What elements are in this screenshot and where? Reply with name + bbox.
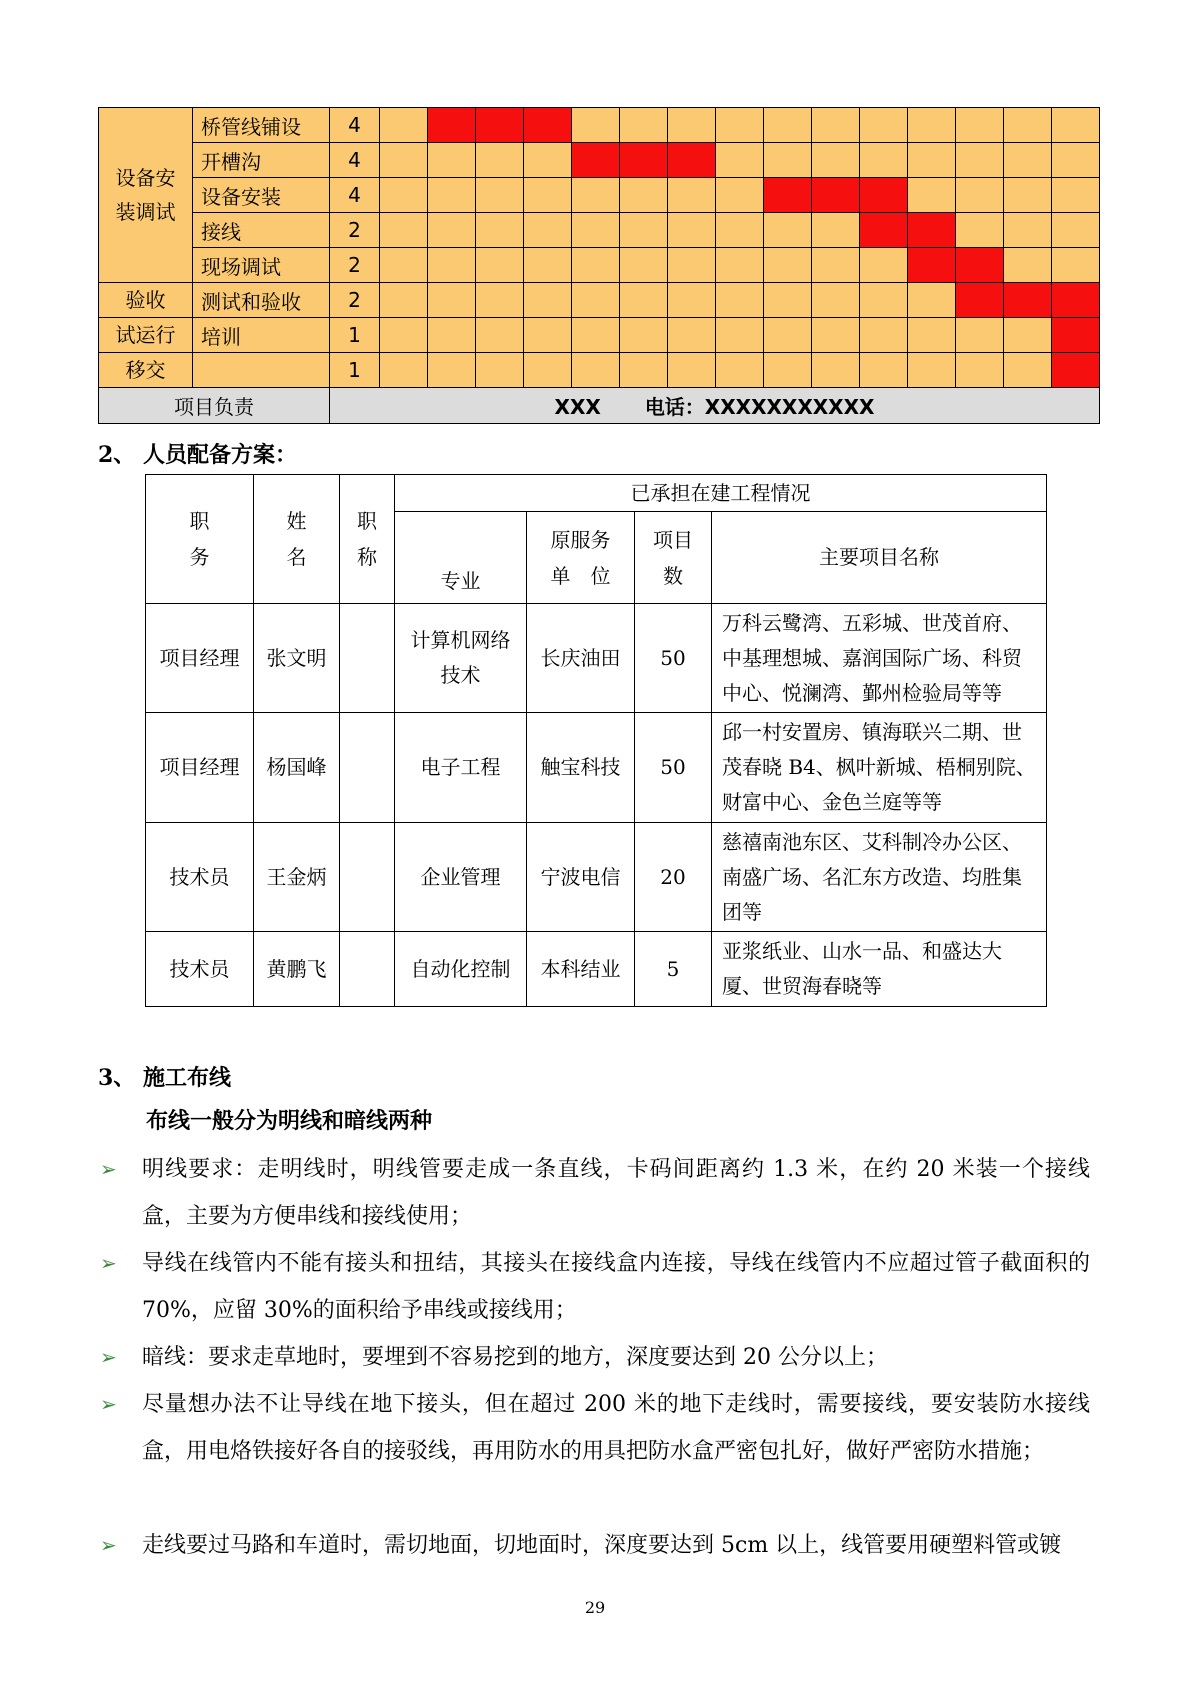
gantt-bar-cell (1052, 318, 1100, 353)
gantt-footer-name: XXX (554, 395, 601, 419)
gantt-cell (668, 318, 716, 353)
gantt-cell (716, 353, 764, 388)
gantt-cell (380, 213, 428, 248)
gantt-phase: 移交 (99, 353, 193, 388)
gantt-duration: 2 (330, 248, 380, 283)
gantt-task: 桥管线铺设 (193, 108, 330, 143)
gantt-cell (476, 143, 524, 178)
gantt-cell (572, 283, 620, 318)
gantt-phase: 试运行 (99, 318, 193, 353)
gantt-table (98, 107, 1100, 424)
staff-count: 50 (635, 604, 712, 713)
table-row (146, 604, 1047, 713)
header-group: 已承担在建工程情况 (395, 475, 1047, 512)
staff-specialty: 企业管理 (395, 823, 527, 932)
gantt-cell (860, 143, 908, 178)
bullet-item (100, 1146, 1090, 1240)
gantt-cell (380, 178, 428, 213)
gantt-bar-cell (860, 213, 908, 248)
page-number: 29 (584, 1598, 606, 1617)
staff-projects: 万科云鹭湾、五彩城、世茂首府、中基理想城、嘉润国际广场、科贸中心、悦澜湾、鄞州检验局等等 (712, 604, 1047, 713)
staff-projects: 慈禧南池东区、艾科制冷办公区、南盛广场、名汇东方改造、均胜集团等 (712, 823, 1047, 932)
staff-title (340, 713, 395, 823)
gantt-cell (1004, 318, 1052, 353)
gantt-cell (860, 108, 908, 143)
gantt-duration: 2 (330, 213, 380, 248)
gantt-cell (380, 108, 428, 143)
gantt-task: 接线 (193, 213, 330, 248)
header-name: 姓 名 (254, 475, 340, 604)
gantt-cell (716, 213, 764, 248)
gantt-cell (620, 213, 668, 248)
gantt-cell (908, 108, 956, 143)
gantt-cell (380, 283, 428, 318)
table-row (146, 823, 1047, 932)
gantt-bar-cell (1052, 283, 1100, 318)
header-unit: 原服务 单 位 (527, 512, 635, 604)
gantt-bar-cell (1004, 283, 1052, 318)
gantt-cell (668, 283, 716, 318)
gantt-footer-label: 项目负责 (99, 388, 330, 424)
staff-position: 技术员 (146, 823, 254, 932)
gantt-cell (812, 213, 860, 248)
bullet-item (100, 1334, 1090, 1381)
staff-unit: 宁波电信 (527, 823, 635, 932)
header-projects: 主要项目名称 (712, 512, 1047, 604)
gantt-task: 开槽沟 (193, 143, 330, 178)
staff-table (145, 474, 1047, 1007)
gantt-cell (956, 178, 1004, 213)
gantt-cell (1052, 143, 1100, 178)
gantt-cell (620, 178, 668, 213)
staff-count: 50 (635, 713, 712, 823)
staff-name: 黄鹏飞 (254, 932, 340, 1007)
table-row (146, 932, 1047, 1007)
bullet-text: 明线要求：走明线时，明线管要走成一条直线，卡码间距离约 1.3 米，在约 20 米装一个接线盒，主要为方便串线和接线使用； (142, 1157, 1090, 1229)
gantt-cell (620, 248, 668, 283)
gantt-task: 设备安装 (193, 178, 330, 213)
gantt-cell (764, 353, 812, 388)
gantt-cell (908, 283, 956, 318)
gantt-bar-cell (476, 108, 524, 143)
gantt-cell (476, 283, 524, 318)
gantt-cell (908, 178, 956, 213)
section-3-subtitle: 布线一般分为明线和暗线两种 (146, 1108, 433, 1134)
gantt-cell (524, 248, 572, 283)
gantt-cell (428, 143, 476, 178)
bullet-text: 走线要过马路和车道时，需切地面，切地面时，深度要达到 5cm 以上，线管要用硬塑料管或镀 (142, 1533, 1062, 1558)
staff-count: 20 (635, 823, 712, 932)
gantt-cell (1052, 248, 1100, 283)
gantt-cell (716, 248, 764, 283)
gantt-duration: 4 (330, 178, 380, 213)
staff-position: 项目经理 (146, 604, 254, 713)
gantt-cell (524, 318, 572, 353)
gantt-bar-cell (812, 178, 860, 213)
gantt-cell (380, 143, 428, 178)
gantt-bar-cell (908, 213, 956, 248)
staff-specialty: 计算机网络 技术 (395, 604, 527, 713)
gantt-cell (764, 143, 812, 178)
staff-specialty: 自动化控制 (395, 932, 527, 1007)
gantt-cell (764, 248, 812, 283)
gantt-cell (812, 283, 860, 318)
gantt-cell (908, 143, 956, 178)
gantt-cell (1004, 213, 1052, 248)
gantt-cell (668, 213, 716, 248)
bullet-text: 尽量想办法不让导线在地下接头，但在超过 200 米的地下走线时，需要接线，要安装防水接线盒，用电烙铁接好各自的接驳线，再用防水的用具把防水盒严密包扎好，做好严密防水措施； (142, 1392, 1090, 1464)
gantt-cell (428, 248, 476, 283)
gantt-task (193, 353, 330, 388)
header-specialty: 专业 (395, 512, 527, 604)
gantt-cell (428, 178, 476, 213)
gantt-duration: 4 (330, 143, 380, 178)
gantt-cell (764, 108, 812, 143)
gantt-cell (668, 248, 716, 283)
bullet-item (100, 1240, 1090, 1334)
gantt-cell (428, 318, 476, 353)
gantt-cell (860, 283, 908, 318)
gantt-cell (1004, 248, 1052, 283)
staff-name: 张文明 (254, 604, 340, 713)
staff-count: 5 (635, 932, 712, 1007)
gantt-duration: 4 (330, 108, 380, 143)
gantt-cell (524, 283, 572, 318)
gantt-cell (668, 353, 716, 388)
gantt-cell (956, 318, 1004, 353)
gantt-cell (572, 178, 620, 213)
gantt-bar-cell (764, 178, 812, 213)
gantt-cell (1052, 178, 1100, 213)
gantt-cell (428, 353, 476, 388)
staff-title (340, 823, 395, 932)
gantt-cell (764, 318, 812, 353)
arrow-bullet-icon: ➢ (100, 1157, 117, 1181)
gantt-bar-cell (956, 248, 1004, 283)
gantt-cell (380, 318, 428, 353)
gantt-cell (620, 318, 668, 353)
gantt-cell (860, 318, 908, 353)
gantt-row (99, 143, 1100, 178)
header-count: 项目 数 (635, 512, 712, 604)
gantt-cell (572, 248, 620, 283)
gantt-cell (1004, 353, 1052, 388)
gantt-cell (380, 248, 428, 283)
arrow-bullet-icon: ➢ (100, 1251, 117, 1275)
gantt-footer-contact (330, 388, 1100, 424)
gantt-cell (812, 248, 860, 283)
gantt-bar-cell (572, 143, 620, 178)
gantt-footer-phone: 电话：XXXXXXXXXXX (644, 395, 875, 419)
gantt-cell (428, 213, 476, 248)
gantt-bar-cell (428, 108, 476, 143)
gantt-duration: 1 (330, 353, 380, 388)
gantt-phase: 验收 (99, 283, 193, 318)
gantt-cell (476, 353, 524, 388)
gantt-row (99, 283, 1100, 318)
gantt-cell (1004, 108, 1052, 143)
gantt-bar-cell (908, 248, 956, 283)
gantt-footer (99, 388, 1100, 424)
gantt-cell (572, 318, 620, 353)
gantt-row (99, 248, 1100, 283)
gantt-bar-cell (860, 178, 908, 213)
gantt-bar-cell (524, 108, 572, 143)
table-row (146, 713, 1047, 823)
gantt-bar-cell (668, 143, 716, 178)
gantt-cell (956, 108, 1004, 143)
gantt-cell (716, 108, 764, 143)
staff-position: 项目经理 (146, 713, 254, 823)
gantt-cell (524, 178, 572, 213)
header-title: 职 称 (340, 475, 395, 604)
gantt-bar-cell (620, 143, 668, 178)
gantt-cell (380, 353, 428, 388)
gantt-duration: 2 (330, 283, 380, 318)
arrow-bullet-icon: ➢ (100, 1392, 117, 1416)
gantt-cell (812, 353, 860, 388)
staff-unit: 长庆油田 (527, 604, 635, 713)
gantt-cell (716, 178, 764, 213)
gantt-cell (860, 353, 908, 388)
gantt-cell (476, 248, 524, 283)
staff-name: 王金炳 (254, 823, 340, 932)
gantt-cell (572, 213, 620, 248)
gantt-cell (620, 108, 668, 143)
gantt-cell (428, 283, 476, 318)
staff-title (340, 604, 395, 713)
gantt-cell (812, 108, 860, 143)
arrow-bullet-icon: ➢ (100, 1345, 117, 1369)
gantt-cell (908, 353, 956, 388)
gantt-cell (956, 353, 1004, 388)
gantt-cell (956, 143, 1004, 178)
gantt-cell (668, 108, 716, 143)
staff-unit: 本科结业 (527, 932, 635, 1007)
gantt-bar-cell (956, 283, 1004, 318)
bullet-item (100, 1381, 1090, 1475)
gantt-cell (476, 318, 524, 353)
bullet-text: 导线在线管内不能有接头和扭结，其接头在接线盒内连接，导线在线管内不应超过管子截面积的 70%，应留 30%的面积给予串线或接线用； (142, 1251, 1090, 1323)
gantt-cell (1052, 108, 1100, 143)
gantt-row (99, 318, 1100, 353)
gantt-cell (716, 318, 764, 353)
header-position: 职 务 (146, 475, 254, 604)
gantt-cell (764, 213, 812, 248)
gantt-cell (524, 353, 572, 388)
section-2-heading: 2、 人员配备方案： (98, 442, 297, 468)
gantt-cell (1004, 143, 1052, 178)
gantt-row (99, 108, 1100, 143)
staff-position: 技术员 (146, 932, 254, 1007)
staff-title (340, 932, 395, 1007)
gantt-row (99, 353, 1100, 388)
gantt-duration: 1 (330, 318, 380, 353)
section-3-heading: 3、 施工布线 (98, 1065, 231, 1091)
gantt-cell (1004, 178, 1052, 213)
gantt-cell (716, 283, 764, 318)
gantt-phase: 设备安 装调试 (99, 108, 193, 283)
gantt-cell (572, 108, 620, 143)
gantt-cell (764, 283, 812, 318)
gantt-task: 现场调试 (193, 248, 330, 283)
gantt-row (99, 213, 1100, 248)
staff-specialty: 电子工程 (395, 713, 527, 823)
gantt-cell (572, 353, 620, 388)
gantt-cell (716, 143, 764, 178)
gantt-row (99, 178, 1100, 213)
gantt-task: 培训 (193, 318, 330, 353)
gantt-bar-cell (1052, 353, 1100, 388)
gantt-cell (620, 283, 668, 318)
gantt-cell (812, 143, 860, 178)
gantt-cell (956, 213, 1004, 248)
staff-projects: 亚浆纸业、山水一品、和盛达大厦、世贸海春晓等 (712, 932, 1047, 1007)
gantt-cell (476, 178, 524, 213)
gantt-cell (860, 248, 908, 283)
gantt-cell (524, 143, 572, 178)
gantt-cell (668, 178, 716, 213)
staff-unit: 触宝科技 (527, 713, 635, 823)
bullet-item (100, 1522, 1090, 1569)
gantt-task: 测试和验收 (193, 283, 330, 318)
bullet-text: 暗线：要求走草地时，要埋到不容易挖到的地方，深度要达到 20 公分以上； (142, 1345, 888, 1370)
gantt-cell (908, 318, 956, 353)
arrow-bullet-icon: ➢ (100, 1533, 117, 1557)
gantt-cell (1052, 213, 1100, 248)
gantt-cell (812, 318, 860, 353)
staff-projects: 邱一村安置房、镇海联兴二期、世茂春晓 B4、枫叶新城、梧桐别院、财富中心、金色兰庭等等 (712, 713, 1047, 823)
gantt-cell (476, 213, 524, 248)
gantt-cell (620, 353, 668, 388)
gantt-cell (524, 213, 572, 248)
staff-name: 杨国峰 (254, 713, 340, 823)
